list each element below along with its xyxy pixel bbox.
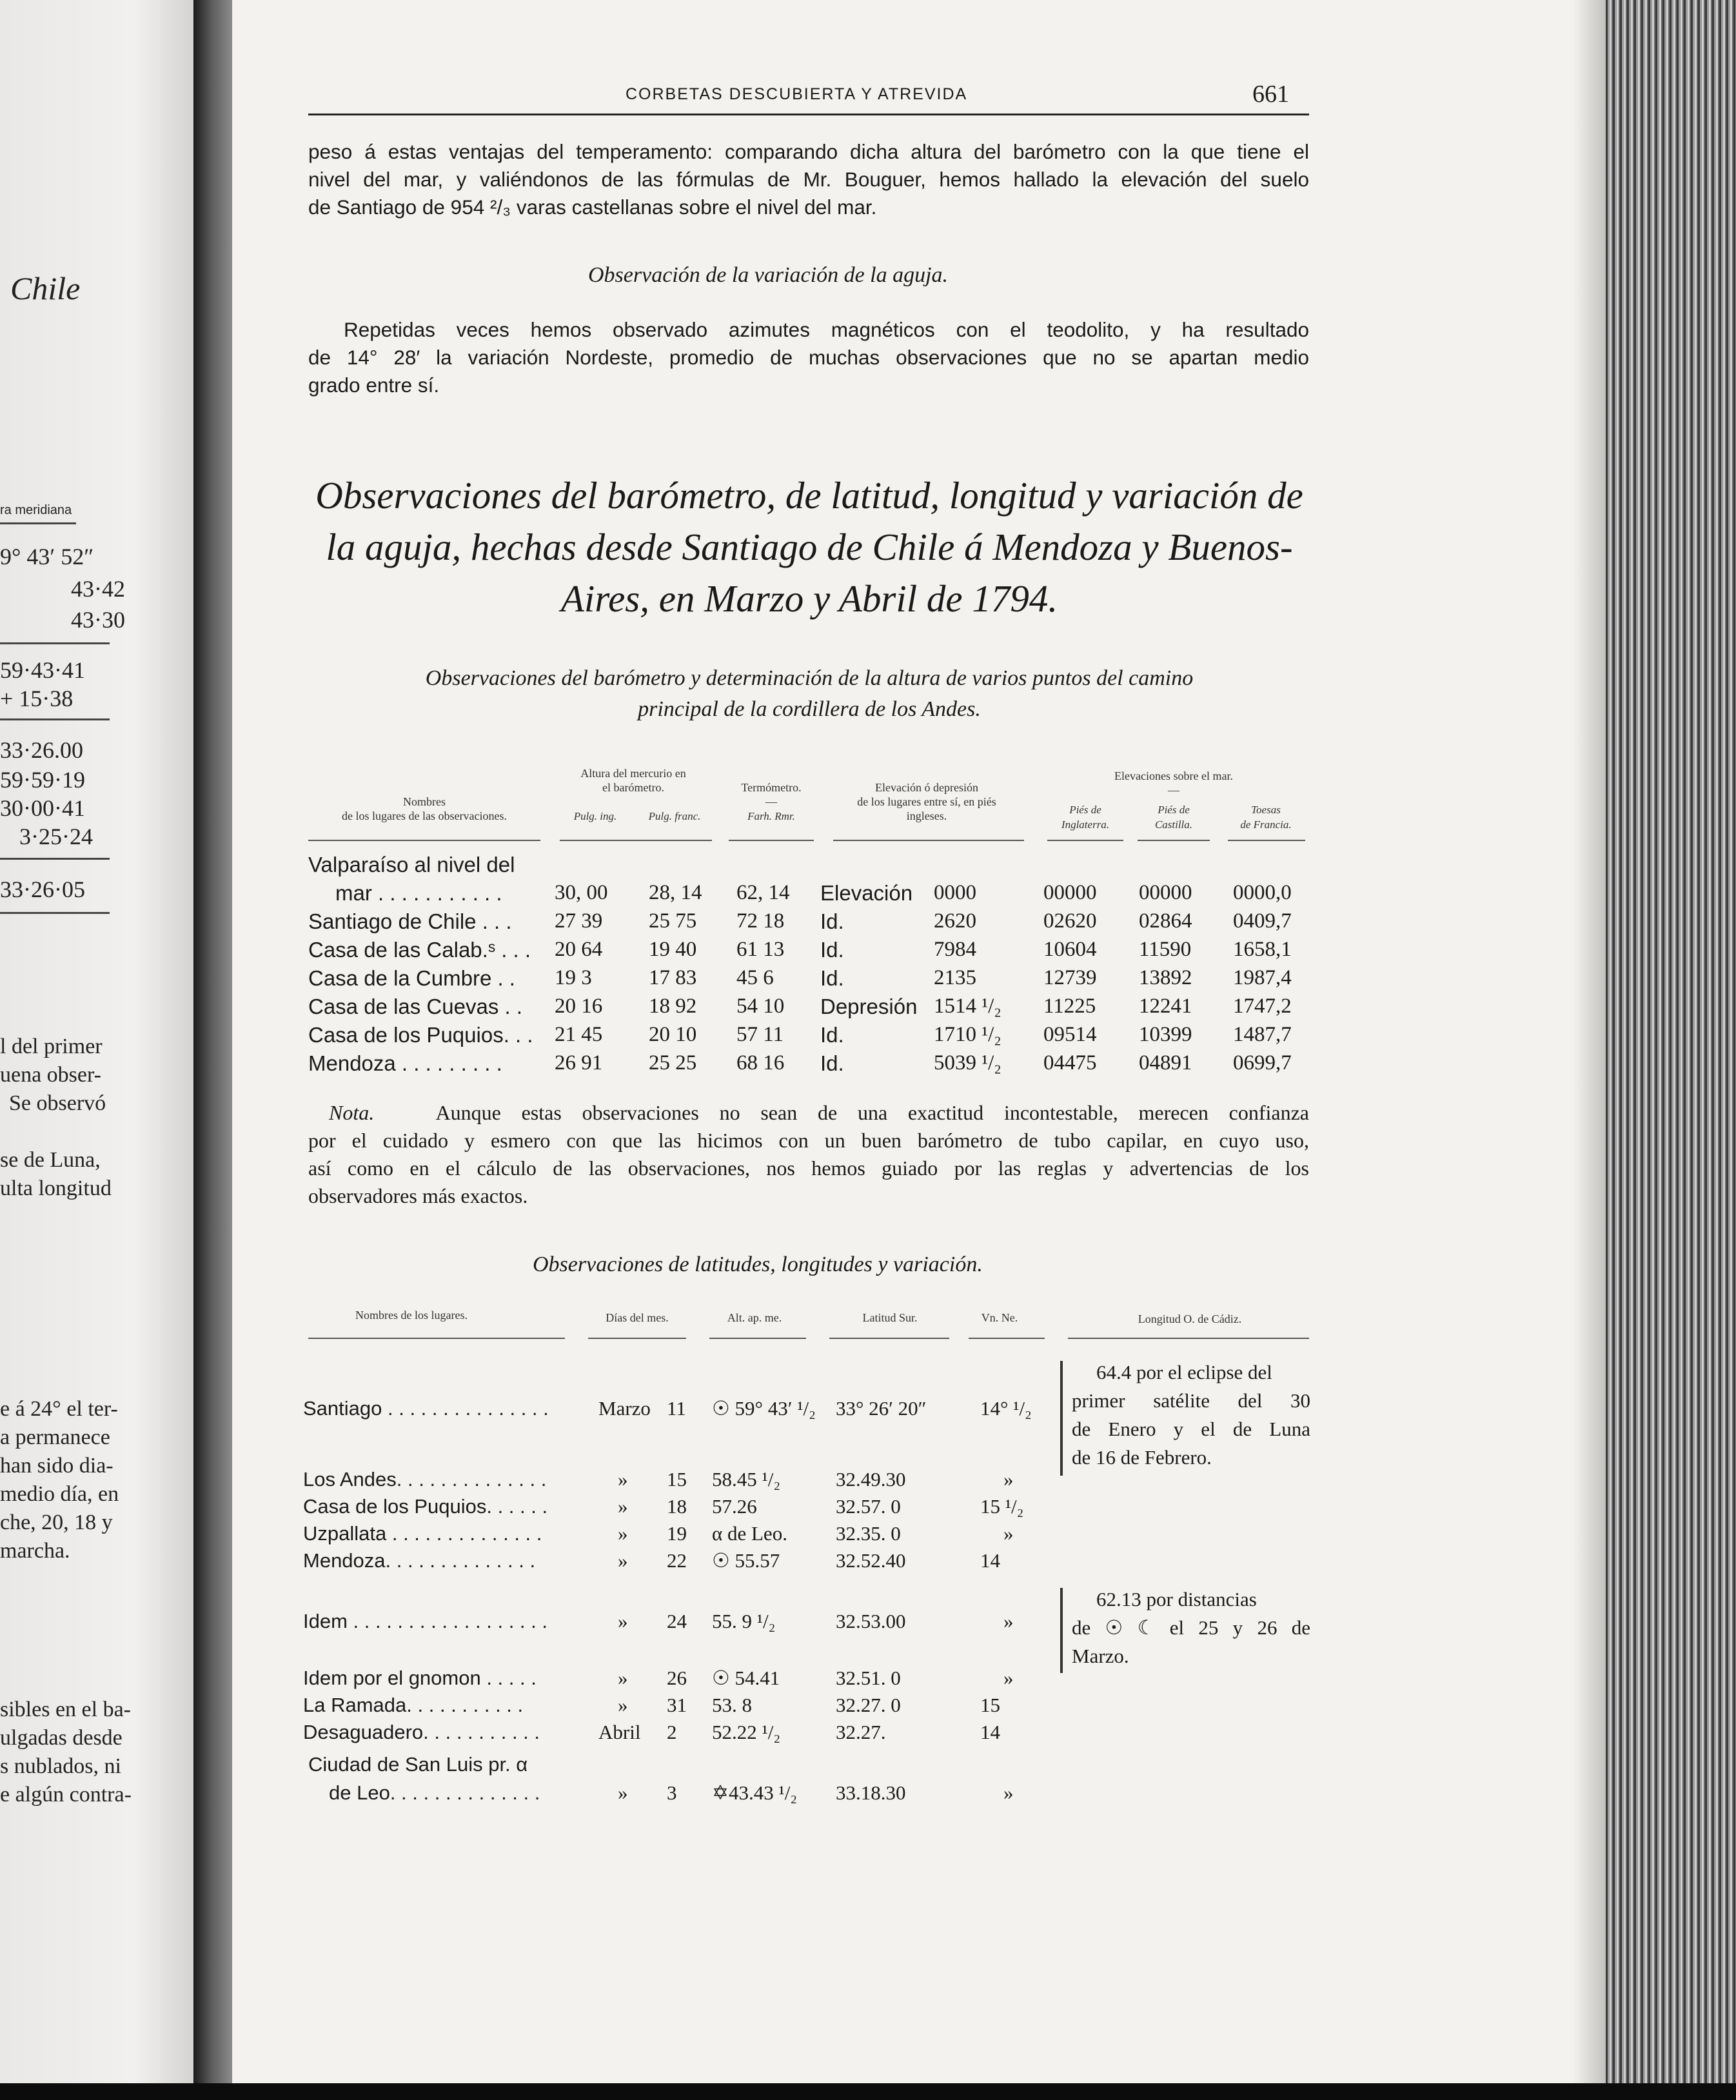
cell-pulg-franc: 18 92 [649,995,697,1018]
cell-month: » [618,1495,628,1518]
header-alt: Alt. ap. me. [727,1311,782,1324]
left-rule [0,912,110,914]
title-line: Aires, en Marzo y Abril de 1794. [560,577,1058,620]
cell-place-name: Idem . . . . . . . . . . . . . . . . . . [303,1610,547,1632]
header-toesas [1224,802,1308,832]
cell-variation: » [1003,1781,1014,1804]
note-line: de 16 de Febrero. [1072,1446,1212,1469]
cell-place-name: Casa de los Puquios. . . [308,1023,533,1047]
cell-elevation-english: 10604 [1043,938,1097,961]
cell-thermometer: 57 11 [736,1023,784,1046]
header-underline [1047,840,1123,841]
latitude-table-title: Observaciones de latitudes, longitudes y variación. [533,1253,983,1276]
header-pies-cast [1135,802,1212,832]
cell-variation: » [1003,1667,1014,1689]
cell-elevation-english: 09514 [1043,1023,1097,1046]
cell-month: » [618,1468,628,1491]
cell-altitude: 58.45 ¹/₂ [712,1468,781,1491]
left-rule [0,642,110,644]
note-line: de Enero y el de Luna [1072,1418,1310,1440]
cell-place-name: Casa de las Cuevas . . [308,995,522,1018]
text-line [308,1099,1309,1127]
cell-pulg-ing: 27 39 [555,909,603,933]
header-names [308,795,540,823]
cell-latitude: 32.57. 0 [836,1495,901,1518]
cell-pulg-franc: 20 10 [649,1023,697,1046]
cell-latitude: 32.35. 0 [836,1522,901,1545]
cell-day: 24 [667,1610,687,1632]
longitude-note [1072,1358,1310,1472]
header-text: Piés de [1158,804,1190,816]
header-underline [833,840,1024,841]
cell-pulg-ing: 30, 00 [555,881,608,904]
left-fragment: 9° 43′ 52″ [0,544,94,570]
cell-elevation-english: 12739 [1043,966,1097,989]
header-pulg-franc [635,809,715,824]
cell-month: » [618,1610,628,1632]
header-text: de los lugares entre sí, en piés [857,795,996,808]
header-pulg-ing [560,809,631,824]
title-line: la aguja, hechas desde Santiago de Chile á Mendoza y Buenos- [326,526,1293,568]
note-line: Marzo. [1072,1645,1129,1667]
left-fragment: ulta longitud [0,1176,112,1200]
cell-elevation-castile: 02864 [1139,909,1192,933]
header-text: — [1168,784,1179,797]
cell-day: 22 [667,1549,687,1572]
header-underline [308,840,540,841]
text-line: peso á estas ventajas del temperamento: comparando dicha altura del barómetro con la que tiene el [308,140,1309,163]
left-fragment: e algún contra- [0,1783,132,1807]
cell-elevation-diff: 7984 [934,938,976,961]
text-line: observadores más exactos. [308,1184,528,1207]
left-fragment: medio día, en [0,1482,119,1506]
book-fore-edge [1606,0,1736,2100]
cell-place-name: Los Andes. . . . . . . . . . . . . . [303,1468,547,1491]
cell-place-name: La Ramada. . . . . . . . . . . [303,1694,524,1716]
cell-elevation-kind: Depresión [820,995,918,1018]
header-underline [709,1338,806,1339]
cell-month: » [618,1781,628,1804]
left-fragment: 30·00·41 [0,795,85,821]
scan-border [0,2083,1736,2100]
left-fragment: e á 24° el ter- [0,1397,118,1421]
cell-pulg-ing: 26 91 [555,1051,603,1075]
header-underline [1068,1338,1309,1339]
cell-elevation-english: 04475 [1043,1051,1097,1075]
cell-altitude: 57.26 [712,1495,757,1518]
cell-variation: 14 [980,1549,1000,1572]
cell-month: » [618,1549,628,1572]
nota-text: Aunque estas observaciones no sean de una exactitud incontestable, merecen confianza [435,1101,1310,1124]
left-fragment: 3·25·24 [19,824,93,849]
header-underline [1228,840,1305,841]
header-underline [1138,840,1210,841]
cell-pulg-ing: 19 3 [555,966,592,989]
cell-pulg-franc: 19 40 [649,938,697,961]
text-line: por el cuidado y esmero con que las hicimos con un buen barómetro de tubo capilar, en cuyo uso, [308,1129,1309,1152]
cell-latitude: 33.18.30 [836,1781,906,1804]
cell-altitude: 53. 8 [712,1694,752,1716]
left-fragment: uena obser- [0,1063,101,1087]
cell-latitude: 32.27. 0 [836,1694,901,1716]
header-mercury [553,766,713,795]
left-fragment: marcha. [0,1539,70,1563]
cell-place-name: Mendoza. . . . . . . . . . . . . . [303,1549,536,1572]
header-text: Pulg. ing. [573,810,617,822]
cell-elevation-english: 11225 [1043,995,1096,1018]
left-fragment: 59·59·19 [0,767,85,793]
cell-thermometer: 72 18 [736,909,785,933]
brace [1060,1361,1063,1476]
left-fragment: + 15·38 [0,686,74,711]
cell-place-name: de Leo. . . . . . . . . . . . . . [329,1781,540,1804]
previous-page-fragment [0,0,193,2100]
cell-elevation-kind: Id. [820,909,844,933]
row-label: Valparaíso al nivel del [308,853,515,877]
cell-elevation-toesas: 0000,0 [1233,881,1292,904]
cell-variation: 15 [980,1694,1000,1716]
cell-latitude: 32.49.30 [836,1468,906,1491]
cell-month: Abril [598,1721,641,1743]
cell-elevation-kind: Elevación [820,881,913,905]
cell-variation: 15 ¹/₂ [980,1495,1024,1518]
header-underline [969,1338,1045,1339]
cell-elevation-kind: Id. [820,1023,844,1047]
header-elevation [827,780,1027,823]
cell-elevation-diff: 1710 ¹/₂ [934,1023,1001,1046]
cell-day: 15 [667,1468,687,1491]
text-line: grado entre sí. [308,373,440,397]
left-fragment: l del primer [0,1035,103,1058]
header-var: Vn. Ne. [981,1311,1018,1324]
cell-elevation-toesas: 1658,1 [1233,938,1292,961]
cell-latitude: 32.51. 0 [836,1667,901,1689]
header-text: Inglaterra. [1061,818,1110,831]
cell-elevation-castile: 04891 [1139,1051,1192,1075]
left-fragment: 33·26·05 [0,877,85,902]
header-text: Nombres [403,795,446,808]
cell-altitude: ☉ 59° 43′ ¹/₂ [712,1397,816,1420]
cell-altitude: 52.22 ¹/₂ [712,1721,781,1743]
left-fragment: a permanece [0,1425,110,1449]
left-fragment: 33·26.00 [0,737,83,763]
cell-place-name: Casa de las Calab.ˢ . . . [308,938,531,962]
cell-day: 19 [667,1522,687,1545]
cell-month: » [618,1667,628,1689]
cell-elevation-diff: 2135 [934,966,976,989]
header-underline [729,840,814,841]
cell-month: » [618,1694,628,1716]
cell-elevation-kind: Id. [820,966,844,990]
cell-latitude: 32.27. [836,1721,886,1743]
left-fragment: sibles en el ba- [0,1698,131,1721]
cell-elevation-english: 02620 [1043,909,1097,933]
header-text: Altura del mercurio en [580,767,686,780]
header-text: de los lugares de las observaciones. [342,809,507,822]
cell-pulg-franc: 25 75 [649,909,697,933]
left-fragment: 43·30 [71,607,125,633]
section-heading: Observación de la variación de la aguja. [588,263,949,287]
cell-elevation-kind: Id. [820,938,844,962]
cell-elevation-toesas: 0409,7 [1233,909,1292,933]
note-line: primer satélite del 30 [1072,1389,1310,1412]
cell-thermometer: 45 6 [736,966,774,989]
header-text: Farh. Rmr. [747,810,795,822]
header-underline [560,840,712,841]
cell-pulg-ing: 20 16 [555,995,603,1018]
cell-elevation-castile: 10399 [1139,1023,1192,1046]
cell-day: 11 [667,1397,686,1420]
left-fragment: s nublados, ni [0,1754,121,1778]
text-line: así como en el cálculo de las observaciones, nos hemos guiado por las reglas y advertencias de los [308,1156,1309,1180]
header-underline [308,1338,565,1339]
left-fragment: che, 20, 18 y [0,1511,113,1534]
left-rule [0,522,76,524]
nota-label: Nota. [329,1101,375,1124]
cell-day: 2 [667,1721,677,1743]
cell-place-name: Desaguadero. . . . . . . . . . . [303,1721,540,1743]
header-text: — [765,795,777,808]
header-text: Elevaciones sobre el mar. [1114,769,1233,782]
cell-thermometer: 61 13 [736,938,785,961]
cell-place-name: Casa de los Puquios. . . . . . [303,1495,548,1518]
header-thermometer [726,780,816,824]
cell-elevation-diff: 1514 ¹/₂ [934,995,1001,1018]
title-line: Observaciones del barómetro, de latitud, longitud y variación de [315,474,1303,517]
cell-altitude: ✡43.43 ¹/₂ [712,1781,798,1804]
text-line: de 14° 28′ la variación Nordeste, promedio de muchas observaciones que no se apartan medio [308,346,1309,369]
cell-elevation-diff: 0000 [934,881,976,904]
cell-month: Marzo [598,1397,651,1420]
cell-elevation-toesas: 1487,7 [1233,1023,1292,1046]
main-title [303,470,1316,624]
cell-variation: » [1003,1522,1014,1545]
cell-latitude: 33° 26′ 20″ [836,1397,927,1420]
page-number: 661 [1252,81,1289,108]
header-text: Castilla. [1154,818,1193,831]
cell-variation: » [1003,1468,1014,1491]
text-line: de Santiago de 954 ²/₃ varas castellanas sobre el nivel del mar. [308,195,877,219]
cell-place-name: Santiago de Chile . . . [308,909,512,933]
cell-elevation-toesas: 0699,7 [1233,1051,1292,1075]
cell-day: 3 [667,1781,677,1804]
barometer-table-title [303,663,1316,725]
note-line: 62.13 por distancias [1096,1588,1257,1610]
left-fragment: se de Luna, [0,1148,101,1172]
left-fragment: Chile [10,270,81,306]
header-pies-ing [1043,802,1127,832]
title-line: principal de la cordillera de los Andes. [638,697,981,721]
cell-latitude: 32.53.00 [836,1610,906,1632]
cell-elevation-castile: 12241 [1139,995,1192,1018]
cell-variation: 14 [980,1721,1000,1743]
cell-variation: 14° ¹/₂ [980,1397,1032,1420]
longitude-note [1072,1585,1310,1670]
cell-pulg-franc: 25 25 [649,1051,697,1075]
header-text: el barómetro. [602,781,664,794]
cell-day: 31 [667,1694,687,1716]
header-text: Elevación ó depresión [875,781,978,794]
cell-elevation-castile: 11590 [1139,938,1192,961]
cell-thermometer: 54 10 [736,995,785,1018]
cell-pulg-ing: 20 64 [555,938,603,961]
cell-day: 18 [667,1495,687,1518]
left-fragment: han sido dia- [0,1454,113,1478]
left-fragment: 43·42 [71,576,125,602]
cell-altitude: ☉ 55.57 [712,1549,780,1572]
note-line: de ☉ ☾ el 25 y 26 de [1072,1616,1310,1639]
note-line: 64.4 por el eclipse del [1096,1361,1272,1383]
cell-elevation-castile: 00000 [1139,881,1192,904]
title-line: Observaciones del barómetro y determinación de la altura de varios puntos del camino [425,666,1194,690]
cell-elevation-kind: Id. [820,1051,844,1075]
variation-paragraph [308,316,1309,399]
brace [1060,1588,1063,1673]
header-lat: Latitud Sur. [862,1311,918,1324]
cell-variation: » [1003,1610,1014,1632]
cell-pulg-franc: 28, 14 [649,881,702,904]
cell-pulg-ing: 21 45 [555,1023,603,1046]
left-rule [0,858,110,860]
header-underline [829,1338,949,1339]
row-label: Ciudad de San Luis pr. α [308,1753,528,1776]
cell-place-name: Santiago . . . . . . . . . . . . . . . [303,1397,549,1420]
cell-altitude: 55. 9 ¹/₂ [712,1610,776,1632]
cell-elevation-toesas: 1747,2 [1233,995,1292,1018]
header-text: Toesas [1251,804,1281,816]
header-rule [308,114,1309,115]
cell-altitude: α de Leo. [712,1522,787,1545]
cell-latitude: 32.52.40 [836,1549,906,1572]
cell-month: » [618,1522,628,1545]
book-gutter [193,0,232,2100]
header-text: ingleses. [906,809,947,822]
intro-paragraph [308,138,1309,221]
cell-elevation-toesas: 1987,4 [1233,966,1292,989]
cell-thermometer: 62, 14 [736,881,790,904]
header-lon: Longitud O. de Cádiz. [1138,1312,1242,1325]
cell-elevation-diff: 5039 ¹/₂ [934,1051,1001,1075]
text-line: Repetidas veces hemos observado azimutes magnéticos con el teodolito, y ha resultado [344,318,1309,341]
cell-place-name: Uzpallata . . . . . . . . . . . . . . [303,1522,542,1545]
cell-elevation-english: 00000 [1043,881,1097,904]
left-fragment: ulgadas desde [0,1726,123,1750]
cell-elevation-diff: 2620 [934,909,976,933]
header-underline [588,1338,686,1339]
left-rule [0,718,110,720]
cell-place-name: Mendoza . . . . . . . . . [308,1051,502,1075]
cell-pulg-franc: 17 83 [649,966,697,989]
cell-place-name: Casa de la Cumbre . . [308,966,515,990]
cell-elevation-castile: 13892 [1139,966,1192,989]
cell-thermometer: 68 16 [736,1051,785,1075]
cell-place-name: Idem por el gnomon . . . . . [303,1667,537,1689]
header-text: Termómetro. [741,781,802,794]
header-text: Piés de [1069,804,1101,816]
nota-paragraph [308,1099,1309,1210]
left-fragment: Se observó [9,1091,106,1115]
header-text: de Francia. [1240,818,1292,831]
header-days: Días del mes. [606,1311,669,1324]
cell-place-name: mar . . . . . . . . . . . [335,881,502,905]
cell-day: 26 [667,1667,687,1689]
left-fragment: 59·43·41 [0,657,85,683]
running-head: CORBETAS DESCUBIERTA Y ATREVIDA [626,85,968,103]
left-fragment: ra meridiana [0,503,72,517]
header-places: Nombres de los lugares. [355,1309,468,1322]
header-elevation-sea [1038,769,1309,797]
cell-altitude: ☉ 54.41 [712,1667,780,1689]
header-text: Pulg. franc. [648,810,701,822]
text-line: nivel del mar, y valiéndonos de las fórmulas de Mr. Bouguer, hemos hallado la elevación del suelo [308,168,1309,191]
